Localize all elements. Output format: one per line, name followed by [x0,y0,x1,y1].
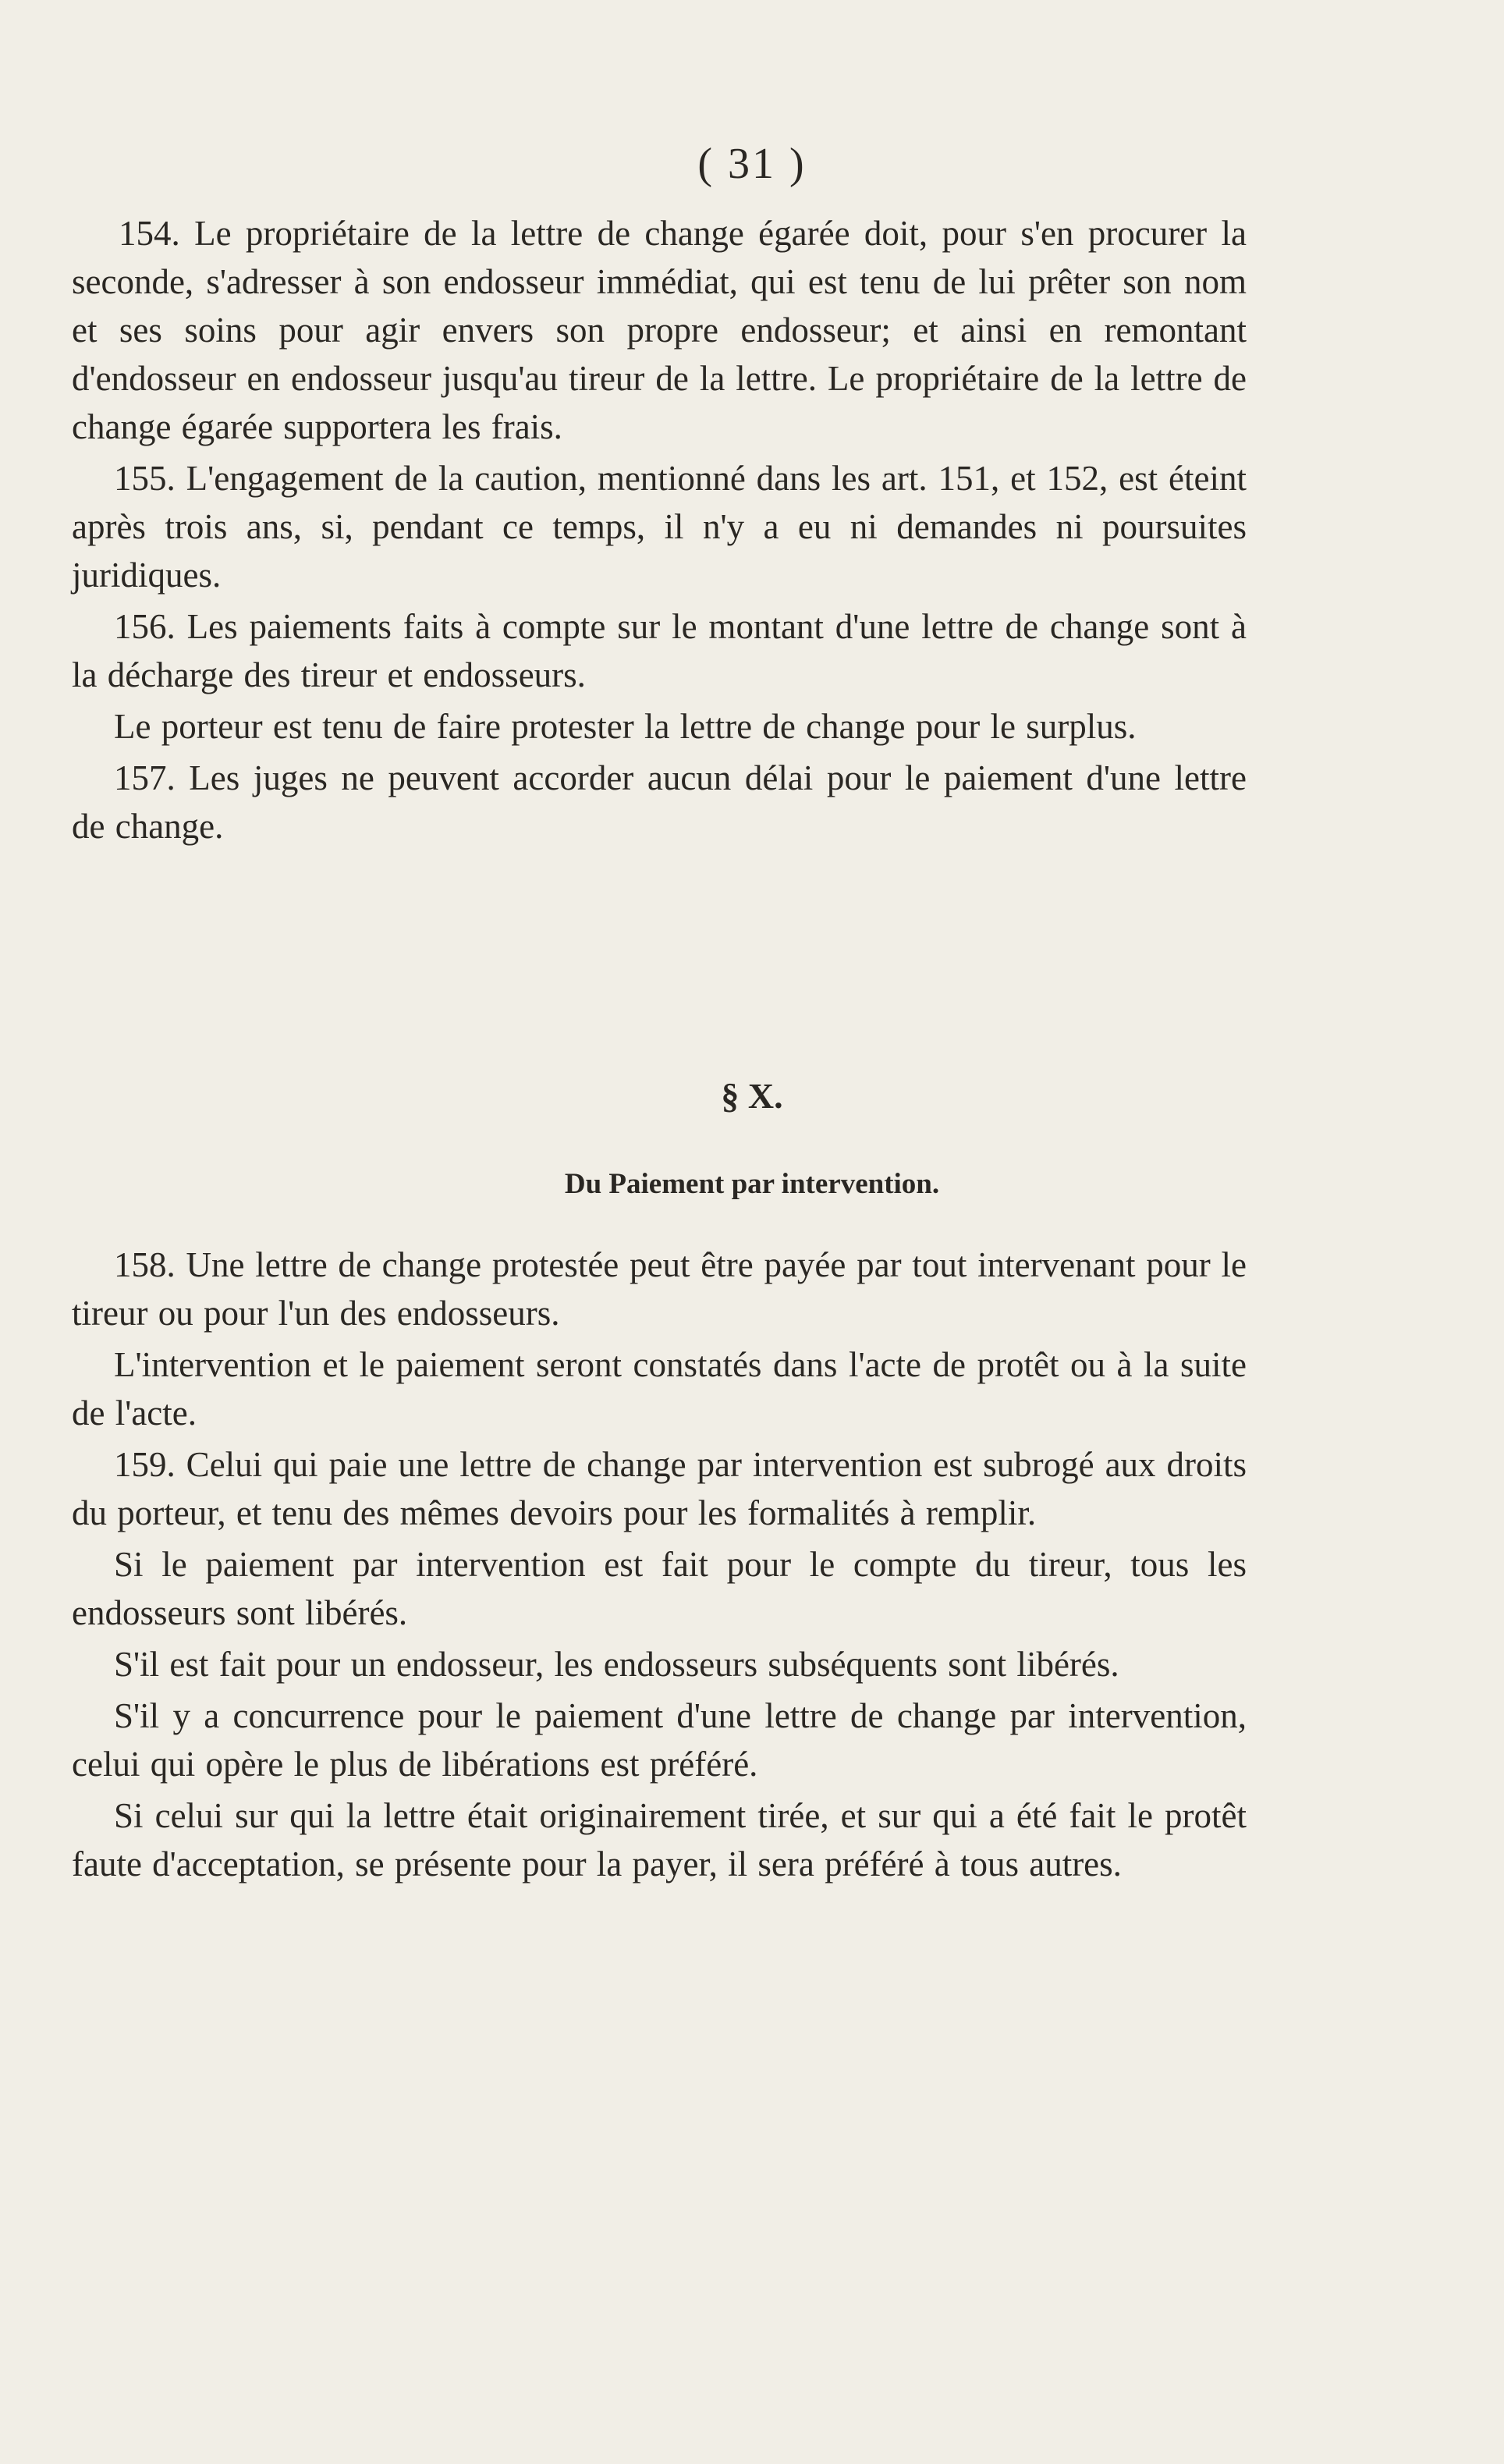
paragraph-155: 155. L'engagement de la caution, mentionné dans les art. 151, et 152, est éteint après trois ans, si, pendant ce temps, il n'y a eu ni demandes ni poursuites juridiques. [72,459,1247,595]
paragraph-159-endosseur: S'il est fait pour un endosseur, les endosseurs subséquents sont libérés. [114,1645,1119,1684]
paragraph-156-continued: Le porteur est tenu de faire protester la lettre de change pour le surplus. [114,707,1137,746]
page-number: ( 31 ) [697,140,807,188]
paragraph-158-continued: L'intervention et le paiement seront constatés dans l'acte de protêt ou à la suite de l'acte. [72,1345,1247,1433]
paragraph-156: 156. Les paiements faits à compte sur le montant d'une lettre de change sont à la décharge des tireur et endosseurs. [72,607,1247,694]
paragraph-159-tireur: Si le paiement par intervention est fait pour le compte du tireur, tous les endosseurs sont libérés. [72,1545,1247,1632]
paragraph-159-tire: Si celui sur qui la lettre était originairement tirée, et sur qui a été fait le protêt faute d'acceptation, se présente pour la payer, il sera préféré à tous autres. [72,1796,1247,1884]
paragraph-159-concurrence: S'il y a concurrence pour le paiement d'une lettre de change par intervention, celui qui opère le plus de libérations est préféré. [72,1696,1247,1784]
paragraph-154: 154. Le propriétaire de la lettre de change égarée doit, pour s'en procurer la seconde, s'adresser à son endosseur immédiat, qui est tenu de lui prêter son nom et ses soins pour agir envers son propre endosseur; et ainsi en remontant d'endosseur en endosseur jusqu'au tireur de la lettre. Le propriétaire de la lettre de change égarée supportera les frais. [72,214,1247,446]
section-number: § X. [721,1076,783,1116]
paragraph-157: 157. Les juges ne peuvent accorder aucun délai pour le paiement d'une lettre de change. [72,758,1247,846]
paragraph-159: 159. Celui qui paie une lettre de change par intervention est subrogé aux droits du porteur, et tenu des mêmes devoirs pour les formalités à remplir. [72,1445,1247,1532]
section-title: Du Paiement par intervention. [564,1168,940,1200]
text-block-top [72,209,1247,854]
text-block-bottom [72,1241,1247,1891]
paragraph-158: 158. Une lettre de change protestée peut être payée par tout intervenant pour le tireur ou pour l'un des endosseurs. [72,1245,1247,1333]
